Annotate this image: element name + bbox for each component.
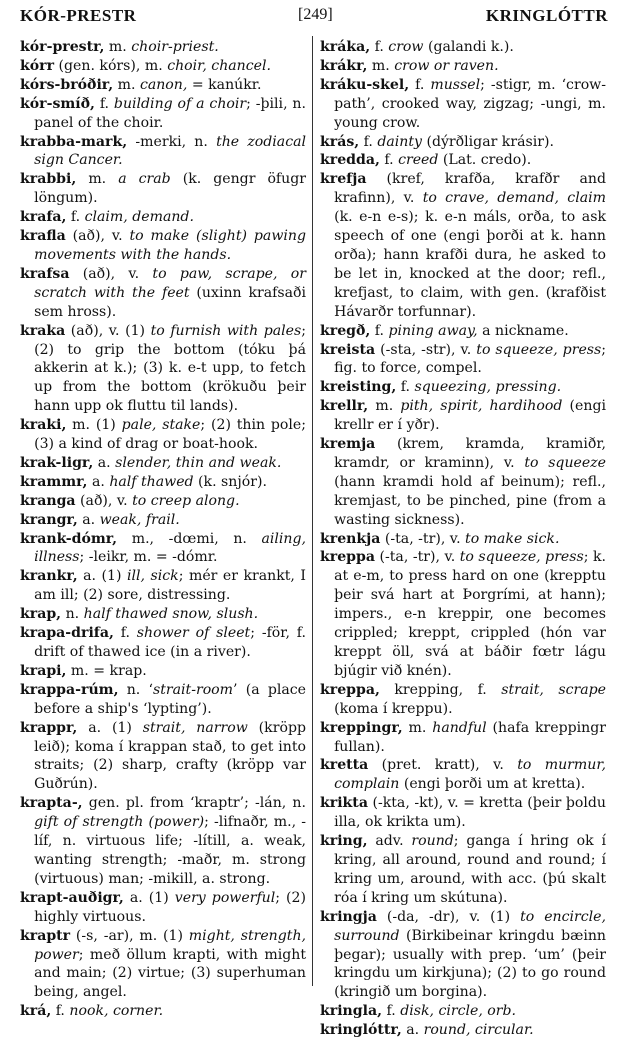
headword: krapta-, (20, 795, 83, 812)
dictionary-entry (20, 208, 306, 227)
dictionary-entry (20, 530, 306, 568)
headword: krikta (320, 795, 368, 812)
right-column (320, 38, 606, 1040)
entry-gloss: pining away, (388, 322, 478, 339)
entry-grammar: f. (379, 152, 399, 169)
entry-gloss: squeezing, pressing. (414, 379, 562, 396)
entry-grammar: (að), v. (1) (65, 322, 151, 339)
entry-continuation: (Birkibeinar kringdu bæinn þegar); usually with prep. ‘um’ (þeir kringdu um kirkjuna); (2) to go round (kringið um borgina). (334, 927, 606, 1001)
dictionary-entry (20, 265, 306, 322)
entry-grammar: krepping, f. (379, 681, 502, 698)
entry-grammar: (-sta, -str), v. (375, 341, 477, 358)
entry-gloss: half thawed snow, slush. (83, 606, 259, 623)
headword: kranga (20, 492, 76, 509)
dictionary-entry (20, 416, 306, 454)
entry-gloss: ill, sick (127, 568, 179, 585)
entry-gloss: choir-priest. (131, 39, 219, 55)
entry-gloss: weak, frail. (99, 511, 180, 528)
entry-gloss: creed (398, 152, 439, 169)
dictionary-entry (20, 1002, 306, 1021)
dictionary-entry (20, 492, 306, 511)
entry-continuation: ; k. at e-m, to press hard on one (krepptu þeir svá hart at Þorgrími, at hann); impers., e-n kreppir, one becomes crippled; kreppt, crippled (hón var kreppt öll, svá at báðir fœtr lágu bjúgir við knén). (334, 549, 607, 679)
dictionary-entry (320, 794, 606, 832)
entry-grammar: -merki, n. (127, 133, 217, 150)
entry-continuation: (dýrðligar krásir). (421, 133, 554, 150)
entry-grammar: m. = krap. (66, 662, 147, 679)
dictionary-entry (20, 454, 306, 473)
headword: kórr (20, 57, 55, 74)
headword: krammr, (20, 473, 88, 490)
entry-grammar: f. (51, 1003, 70, 1020)
dictionary-entry (320, 133, 606, 152)
dictionary-entry (20, 322, 306, 417)
headword: kreista (320, 341, 376, 358)
entry-grammar: adv. (367, 833, 412, 850)
entry-gloss: pale, stake (121, 417, 201, 434)
entry-grammar: f. (409, 76, 431, 93)
headword: krabbi, (20, 171, 77, 188)
headword: kreppa (320, 549, 375, 566)
entry-continuation: (k. gengr öfugr löngum). (34, 171, 306, 207)
entry-gloss: pith, spirit, hardihood (400, 398, 563, 415)
entry-gloss: dainty (377, 133, 422, 150)
entry-grammar: a. (401, 1022, 424, 1039)
headword: kraki, (20, 417, 67, 434)
entry-gloss: to encircle, surround (334, 908, 606, 944)
dictionary-entry (320, 397, 606, 435)
entry-continuation: (engi krellr er í yðr). (334, 398, 606, 434)
entry-continuation: ; mér er krankt, I am ill; (2) sore, distressing. (34, 568, 306, 604)
entry-continuation: (hann kramdi hold af beinum); refl., kremjast, to be pinched, pine (from a wasting sickness). (334, 473, 606, 528)
headword: krafla (20, 228, 66, 245)
dictionary-entry (320, 530, 606, 549)
entry-continuation: (kröpp leið); koma í krappan stað, to get into straits; (2) sharp, crafty (kröpp var Guðrún). (34, 719, 306, 793)
dictionary-entry (320, 151, 606, 170)
headword: krapt-auðigr, (20, 889, 124, 906)
dictionary-entry (320, 322, 606, 341)
entry-grammar: (að), v. (65, 228, 130, 245)
headword: krap, (20, 606, 62, 623)
headword: kór-smíð, (20, 95, 95, 112)
entry-grammar: a. (1) (77, 568, 128, 585)
headword: kring, (320, 833, 368, 850)
running-head-right: KRINGLÓTTR (485, 6, 608, 25)
left-column (20, 38, 306, 1021)
entry-gloss: mussel (430, 76, 481, 93)
entry-gloss: building of a choir (113, 95, 247, 112)
entry-gloss: to make sick. (465, 530, 560, 547)
headword: kreisting, (320, 379, 397, 396)
entry-gloss: disk, circle, orb. (400, 1003, 517, 1020)
entry-continuation: ; (2) to grip the bottom (tóku þá akkerin at k.); (3) k. e-t upp, to fetch up from the bottom (krökuðu þeir hann upp ok fluttu til lands). (34, 322, 306, 415)
dictionary-entry (20, 794, 306, 889)
entry-grammar: m. (367, 57, 395, 74)
dictionary-entry (320, 548, 606, 680)
dictionary-entry (20, 511, 306, 530)
entry-gloss: the zodiacal sign Cancer. (34, 133, 306, 169)
dictionary-entry (320, 756, 606, 794)
entry-continuation: (Lat. credo). (438, 152, 532, 169)
entry-gloss: half thawed (109, 473, 194, 490)
dictionary-entry (320, 38, 606, 57)
dictionary-entry (320, 832, 606, 908)
entry-continuation: ; -lifnaðr, m., -líf, n. virtuous life; -lítill, a. weak, wanting strength; -maðr, m. strong (virtuous) man; -mikill, a. strong. (34, 814, 307, 887)
entry-grammar: a. (1) (123, 889, 175, 906)
entry-grammar: f. (359, 133, 378, 150)
entry-grammar: m. (104, 39, 132, 55)
entry-grammar: m. (1) (66, 417, 122, 434)
headword: kringla, (320, 1003, 383, 1020)
entry-gloss: crow or raven. (394, 57, 499, 74)
dictionary-entry (20, 227, 306, 265)
entry-continuation: (k. e-n e-s); k. e-n máls, orða, to ask speech of one (engi þorði at k. hann orða); hann krafði dura, he asked to be let in, knocked at the door; refl., krefjast, to claim, with gen. (krafðist Hávarðr torfunnar). (334, 209, 606, 320)
entry-gloss: round, circular. (423, 1022, 534, 1039)
entry-continuation: (uxinn krafsaði sem hross). (34, 284, 307, 320)
dictionary-entry (20, 927, 306, 1003)
entry-grammar: (-kta, -kt), v. = kretta (þeir þoldu illa, ok krikta um). (334, 795, 606, 831)
entry-continuation: (k. snjór). (193, 473, 267, 490)
dictionary-entry (320, 378, 606, 397)
entry-gloss: gift of strength (power) (34, 814, 205, 831)
headword: krafa, (20, 209, 67, 226)
dictionary-entry (20, 57, 306, 76)
headword: kredda, (320, 152, 380, 169)
dictionary-entry (320, 76, 606, 133)
entry-continuation: ; -leikr, m. = -dómr. (79, 549, 218, 566)
dictionary-entry (20, 95, 306, 133)
headword: krefja (320, 171, 367, 188)
page-header (18, 6, 610, 30)
entry-continuation: a nickname. (477, 322, 569, 339)
headword: kráka, (320, 39, 371, 55)
entry-continuation: (koma í kreppu). (334, 700, 453, 717)
headword: krankr, (20, 568, 78, 585)
dictionary-entry (20, 662, 306, 681)
entry-grammar: n. ‘ (118, 681, 153, 698)
entry-grammar: (kref, krafða, krafðr and krafinn), v. (334, 171, 606, 207)
dictionary-entry (320, 719, 606, 757)
headword: krappr, (20, 719, 78, 736)
entry-grammar: a. (1) (77, 719, 143, 736)
entry-grammar: (-ta, -tr), v. (380, 530, 466, 547)
entry-grammar: gen. pl. from ‘kraptr’; -lán, n. (82, 795, 306, 812)
dictionary-entry (20, 170, 306, 208)
entry-grammar: (gen. kórs), m. (54, 57, 168, 74)
entry-gloss: might, strength, power (34, 927, 307, 963)
dictionary-entry (320, 1021, 606, 1040)
dictionary-entry (20, 605, 306, 624)
headword: kraka (20, 322, 66, 339)
headword: krákr, (320, 57, 368, 74)
entry-gloss: nook, corner. (69, 1003, 164, 1020)
entry-gloss: to squeeze, press (476, 341, 602, 358)
entry-gloss: to squeeze (524, 454, 606, 471)
headword: krás, (320, 133, 360, 150)
entry-continuation: (galandi k.). (423, 39, 514, 55)
entry-gloss: to creep along. (132, 492, 240, 509)
entry-continuation: ; (2) thin pole; (3) a kind of drag or boat-hook. (34, 417, 307, 453)
dictionary-entry (320, 341, 606, 379)
headword: kregð, (320, 322, 371, 339)
entry-grammar: (að), v. (69, 265, 153, 282)
page-number: [249] (298, 6, 333, 23)
entry-grammar: m. (368, 398, 401, 415)
entry-grammar: (pret. kratt), v. (368, 757, 518, 774)
entry-gloss: canon, (139, 76, 188, 93)
headword: kreppa, (320, 681, 380, 698)
entry-grammar: f. (66, 209, 85, 226)
entry-continuation: = kanúkr. (187, 76, 262, 93)
entry-grammar: a. (77, 511, 100, 528)
entry-grammar: m., -dœmi, n. (117, 530, 262, 547)
headword: krank-dómr, (20, 530, 118, 547)
headword: kringja (320, 908, 377, 925)
dictionary-entry (320, 435, 606, 530)
headword: kringlóttr, (320, 1022, 402, 1039)
entry-gloss: to murmur, complain (334, 757, 607, 793)
headword: kremja (320, 436, 376, 453)
entry-continuation: ; ganga í hring ok í kring, all around, round and round; í kring um, around, with acc. (þú skalt róa í kring um skútuna). (334, 833, 606, 906)
column-divider (312, 36, 313, 986)
dictionary-entry (20, 133, 306, 171)
entry-continuation: (hafa kreppingr fullan). (334, 719, 606, 755)
dictionary-entry (320, 908, 606, 1003)
entry-grammar: a. (87, 473, 110, 490)
entry-continuation: ; -för, f. drift of thawed ice (in a river). (34, 625, 306, 660)
entry-gloss: round (411, 833, 454, 850)
entry-continuation: (engi þorði um at kretta). (399, 776, 586, 793)
entry-gloss: slender, thin and weak. (115, 454, 282, 471)
dictionary-entry (20, 473, 306, 492)
entry-gloss: claim, demand. (84, 209, 194, 226)
dictionary-entry (20, 567, 306, 605)
headword: krapi, (20, 662, 67, 679)
entry-gloss: to paw, scrape, or scratch with the feet (34, 265, 306, 301)
headword: krapa-drifa, (20, 625, 114, 642)
entry-grammar: (að), v. (75, 492, 133, 509)
entry-gloss: handful (432, 719, 487, 736)
entry-gloss: to make (slight) pawing movements with the hands. (34, 228, 306, 263)
entry-gloss: very powerful (174, 889, 276, 906)
entry-grammar: f. (396, 379, 415, 396)
entry-gloss: strait, scrape (501, 681, 606, 698)
entry-grammar: m. (113, 76, 140, 93)
headword: krellr, (320, 398, 369, 415)
entry-grammar: f. (113, 625, 137, 642)
entry-gloss: shower of sleet (136, 625, 251, 642)
entry-grammar: (krem, kramda, kramiðr, kramdr, or kraminn), v. (334, 436, 606, 471)
entry-gloss: choir, chancel. (167, 57, 271, 74)
entry-continuation: ; -stigr, m. ‘crow-path’, crooked way, zigzag; -ungi, m. young crow. (334, 76, 607, 131)
headword: kór-prestr, (20, 39, 105, 55)
entry-continuation: ; fig. to force, compel. (334, 341, 607, 377)
dictionary-entry (20, 76, 306, 95)
headword: kraptr (20, 927, 71, 944)
running-head-left: KÓR-PRESTR (20, 6, 137, 25)
headword: krabba-mark, (20, 133, 128, 150)
dictionary-entry (20, 624, 306, 662)
entry-grammar: (-ta, -tr), v. (375, 549, 460, 566)
dictionary-entry (20, 38, 306, 57)
entry-grammar: n. (61, 606, 84, 623)
entry-grammar: a. (93, 454, 116, 471)
headword: krá, (20, 1003, 52, 1020)
entry-gloss: a crab (118, 171, 171, 188)
dictionary-entry (320, 681, 606, 719)
headword: kretta (320, 757, 369, 774)
dictionary-entry (320, 57, 606, 76)
entry-gloss: strait-room (152, 681, 234, 698)
headword: kráku-skel, (320, 76, 410, 93)
dictionary-entry (20, 719, 306, 795)
headword: krenkja (320, 530, 381, 547)
entry-gloss: to crave, demand, claim (422, 190, 606, 207)
entry-gloss: to furnish with pales (150, 322, 302, 339)
entry-gloss: crow (388, 39, 424, 55)
headword: krangr, (20, 511, 78, 528)
entry-gloss: strait, narrow (142, 719, 248, 736)
dictionary-entry (320, 170, 606, 321)
entry-grammar: f. (370, 39, 389, 55)
entry-continuation: ; -þili, n. panel of the choir. (34, 95, 306, 131)
headword: kórs-bróðir, (20, 76, 114, 93)
entry-continuation: ; (2) highly virtuous. (34, 889, 306, 925)
entry-grammar: (-da, -dr), v. (1) (376, 908, 521, 925)
headword: krak-ligr, (20, 454, 94, 471)
headword: kreppingr, (320, 719, 403, 736)
dictionary-entry (20, 889, 306, 927)
entry-gloss: ailing, illness (34, 530, 306, 566)
dictionary-entry (20, 681, 306, 719)
entry-grammar: f. (370, 322, 389, 339)
entry-grammar: f. (382, 1003, 401, 1020)
entry-grammar: f. (94, 95, 114, 112)
headword: krappa-rúm, (20, 681, 119, 698)
entry-gloss: to squeeze, press (459, 549, 584, 566)
entry-grammar: (-s, -ar), m. (1) (70, 927, 189, 944)
headword: krafsa (20, 265, 70, 282)
dictionary-entry (320, 1002, 606, 1021)
entry-grammar: m. (76, 171, 119, 188)
entry-grammar: m. (402, 719, 433, 736)
entry-continuation: ’ (a place before a ship's ‘lypting’). (34, 681, 306, 717)
entry-continuation: ; með öllum krapti, with might and main; (2) virtue; (3) superhuman being, angel. (34, 946, 306, 1001)
